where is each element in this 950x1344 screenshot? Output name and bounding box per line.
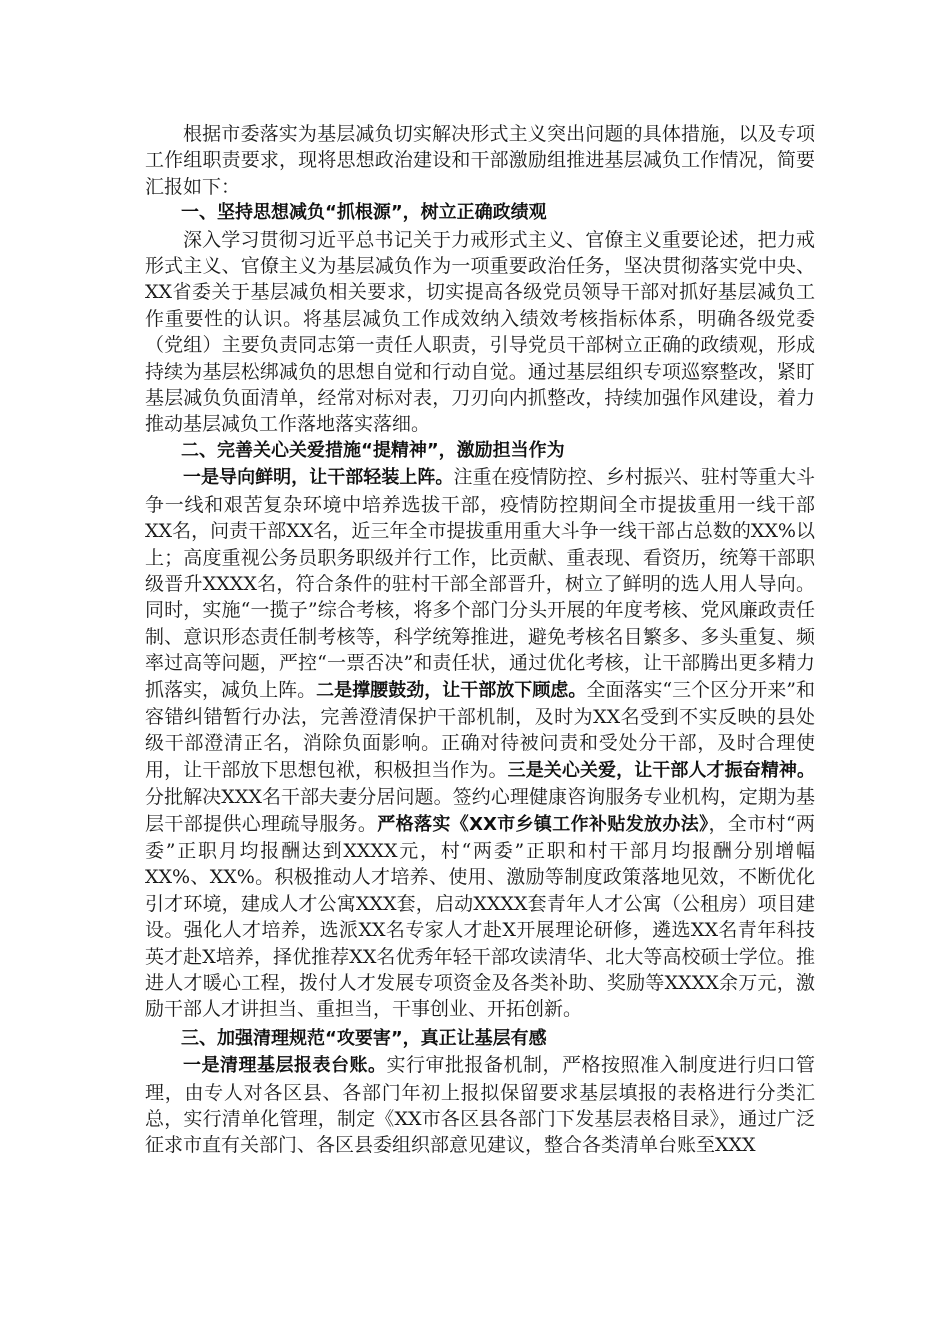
section-3-lead-1: 一是清理基层报表台账。 (183, 1055, 387, 1077)
section-2-text-3: 分批解决XXX名干部夫妻分居问题。签约心理健康咨询服务专业机构，定期为基层干部提供心理疏导服务。 (145, 786, 815, 835)
document-body (145, 121, 815, 1159)
section-1-heading: 一、坚持思想减负“抓根源”，树立正确政绩观 (181, 202, 547, 224)
section-2-lead-2: 二是撑腰鼓劲，让干部放下顾虑。 (316, 679, 587, 701)
section-2-lead-3: 三是关心关爱，让干部人才振奋精神。 (507, 759, 815, 781)
section-3-heading: 三、加强清理规范“攻要害”，真正让基层有感 (181, 1027, 547, 1049)
section-2-text-4: ，全市村“两委”正职月均报酬达到XXXX元，村“两委”正职和村干部月均报酬分别增幅XX%、XX%。积极推动人才培养、使用、激励等制度政策落地见效，不断优化引才环境，建成人才公寓XXX套，启动XXXX套青年人才公寓（公租房）项目建设。强化人才培养，选派XX名专家人才赴X开展理论研修，遴选XX名青年科技英才赴X培养，择优推荐XX名优秀年轻干部攻读清华、北大等高校硕士学位。推进人才暖心工程，拨付人才发展专项资金及各类补助、奖励等XXXX余万元，激励干部人才讲担当、重担当，干事创业、开拓创新。 (145, 812, 815, 1021)
section-2-lead-1: 一是导向鲜明，让干部轻装上阵。 (183, 467, 454, 489)
section-3-text-1: 实行审批报备机制，严格按照准入制度进行归口管理，由专人对各区县、各部门年初上报拟保留要求基层填报的表格进行分类汇总，实行清单化管理，制定《XX市各区县各部门下发基层表格目录》，通过广泛征求市直有关部门、各区县委组织部意见建议，整合各类清单台账至XXX (145, 1054, 815, 1157)
section-1-body: 深入学习贯彻习近平总书记关于力戒形式主义、官僚主义重要论述，把力戒形式主义、官僚主义为基层减负作为一项重要政治任务，坚决贯彻落实党中央、XX省委关于基层减负相关要求，切实提高各级党员领导干部对抓好基层减负工作重要性的认识。将基层减负工作成效纳入绩效考核指标体系，明确各级党委（党组）主要负责同志第一责任人职责，引导党员干部树立正确的政绩观，形成持续为基层松绑减负的思想自觉和行动自觉。通过基层组织专项巡察整改，紧盯基层减负负面清单，经常对标对表，刀刃向内抓整改，持续加强作风建设，着力推动基层减负工作落地落实落细。 (145, 228, 815, 436)
intro-paragraph: 根据市委落实为基层减负切实解决形式主义突出问题的具体措施，以及专项工作组职责要求，现将思想政治建设和干部激励组推进基层减负工作情况，简要汇报如下： (145, 123, 815, 198)
section-2-text-1: 注重在疫情防控、乡村振兴、驻村等重大斗争一线和艰苦复杂环境中培养选拔干部，疫情防控期间全市提拔重用一线干部XX名，问责干部XX名，近三年全市提拔重用重大斗争一线干部占总数的XX%以上；高度重视公务员职务职级并行工作，比贡献、重表现、看资历，统筹干部职级晋升XXXX名，符合条件的驻村干部全部晋升，树立了鲜明的选人用人导向。同时，实施“一揽子”综合考核，将多个部门分头开展的年度考核、党风廉政责任制、意识形态责任制考核等，科学统筹推进，避免考核名目繁多、多头重复、频率过高等问题，严控“一票否决”和责任状，通过优化考核，让干部腾出更多精力抓落实，减负上阵。 (145, 466, 815, 701)
section-2-lead-4: 严格落实《XX市乡镇工作补贴发放办法》 (377, 813, 709, 835)
section-3-body (145, 1052, 815, 1159)
section-2-body (145, 464, 815, 1023)
section-2-text-2: 全面落实“三个区分开来”和容错纠错暂行办法，完善澄清保护干部机制，及时为XX名受到不实反映的县处级干部澄清正名，消除负面影响。正确对待被问责和受处分干部，及时合理使用，让干部放下思想包袱，积极担当作为。 (145, 678, 815, 781)
section-2-heading: 二、完善关心关爱措施“提精神”，激励担当作为 (181, 439, 565, 461)
